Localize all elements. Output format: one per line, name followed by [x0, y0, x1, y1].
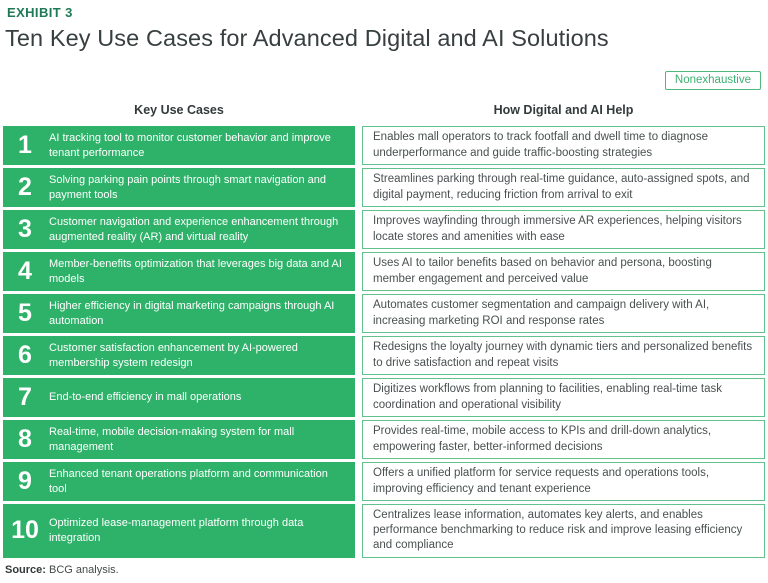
- use-case-cell: [3, 168, 355, 207]
- help-cell: [362, 294, 765, 333]
- help-cell: [362, 462, 765, 501]
- use-case-table: [3, 126, 765, 561]
- page-title: Ten Key Use Cases for Advanced Digital and AI Solutions: [5, 25, 609, 51]
- column-header-how-help: How Digital and AI Help: [493, 103, 634, 117]
- help-text: Redesigns the loyalty journey with dynamic tiers and personalized benefits to drive satisfaction and repeat visits: [373, 341, 753, 369]
- source-note: [5, 564, 119, 576]
- help-cell: [362, 126, 765, 165]
- use-case-cell: [3, 378, 355, 417]
- column-header-use-cases: Key Use Cases: [134, 103, 224, 117]
- row-number: 2: [18, 173, 32, 201]
- row-number: 8: [18, 425, 32, 453]
- row-number: 6: [18, 341, 32, 369]
- help-text: Improves wayfinding through immersive AR experiences, helping visitors locate stores and amenities with ease: [373, 215, 742, 243]
- help-cell: [362, 504, 765, 558]
- table-row: [3, 462, 765, 501]
- use-case-cell: [3, 504, 355, 558]
- row-number: 1: [18, 131, 32, 159]
- use-case-cell: [3, 252, 355, 291]
- help-cell: [362, 252, 765, 291]
- use-case-text: Optimized lease-management platform through data integration: [49, 517, 304, 544]
- help-cell: [362, 336, 765, 375]
- exhibit-label: EXHIBIT 3: [7, 5, 73, 20]
- use-case-cell: [3, 126, 355, 165]
- help-text: Provides real-time, mobile access to KPIs and drill-down analytics, empowering faster, better-informed decisions: [373, 425, 712, 453]
- row-number: 7: [18, 383, 32, 411]
- row-number: 5: [18, 299, 32, 327]
- use-case-text: Solving parking pain points through smart navigation and payment tools: [49, 174, 327, 201]
- table-row: [3, 126, 765, 165]
- help-cell: [362, 210, 765, 249]
- use-case-text: AI tracking tool to monitor customer behavior and improve tenant performance: [49, 132, 331, 159]
- help-text: Offers a unified platform for service requests and operations tools, improving efficiency and tenant experience: [373, 467, 710, 495]
- row-number: 3: [18, 215, 32, 243]
- table-row: [3, 378, 765, 417]
- table-row: [3, 168, 765, 207]
- use-case-cell: [3, 336, 355, 375]
- help-cell: [362, 420, 765, 459]
- table-row: [3, 210, 765, 249]
- use-case-cell: [3, 462, 355, 501]
- use-case-cell: [3, 420, 355, 459]
- help-text: Automates customer segmentation and campaign delivery with AI, increasing marketing ROI and response rates: [373, 299, 710, 327]
- help-text: Uses AI to tailor benefits based on behavior and persona, boosting member engagement and perceived value: [373, 257, 712, 285]
- table-row: [3, 420, 765, 459]
- use-case-text: Customer satisfaction enhancement by AI-powered membership system redesign: [49, 342, 298, 369]
- table-row: [3, 294, 765, 333]
- use-case-text: Customer navigation and experience enhancement through augmented reality (AR) and virtual reality: [49, 216, 339, 243]
- nonexhaustive-badge: Nonexhaustive: [665, 71, 761, 90]
- table-row: [3, 504, 765, 558]
- use-case-text: Real-time, mobile decision-making system for mall management: [49, 426, 295, 453]
- row-number: 9: [18, 467, 32, 495]
- source-text: BCG analysis.: [45, 564, 119, 576]
- help-text: Enables mall operators to track footfall and dwell time to diagnose underperformance and guide traffic-boosting strategies: [373, 131, 708, 159]
- use-case-text: Member-benefits optimization that leverages big data and AI models: [49, 258, 342, 285]
- source-label: Source:: [5, 564, 46, 576]
- use-case-cell: [3, 210, 355, 249]
- help-text: Digitizes workflows from planning to facilities, enabling real-time task coordination and operational visibility: [373, 383, 722, 411]
- help-text: Centralizes lease information, automates key alerts, and enables performance benchmarking to reduce risk and improve leasing efficiency and compliance: [373, 509, 743, 552]
- help-cell: [362, 168, 765, 207]
- use-case-cell: [3, 294, 355, 333]
- use-case-text: Higher efficiency in digital marketing campaigns through AI automation: [49, 300, 335, 327]
- use-case-text: Enhanced tenant operations platform and communication tool: [49, 468, 328, 495]
- table-row: [3, 336, 765, 375]
- column-headers: [3, 103, 765, 117]
- row-number: 4: [18, 257, 32, 285]
- help-text: Streamlines parking through real-time guidance, auto-assigned spots, and digital payment, reducing friction from arrival to exit: [373, 173, 750, 201]
- row-number: 10: [11, 516, 39, 545]
- help-cell: [362, 378, 765, 417]
- table-row: [3, 252, 765, 291]
- use-case-text: End-to-end efficiency in mall operations: [49, 391, 242, 404]
